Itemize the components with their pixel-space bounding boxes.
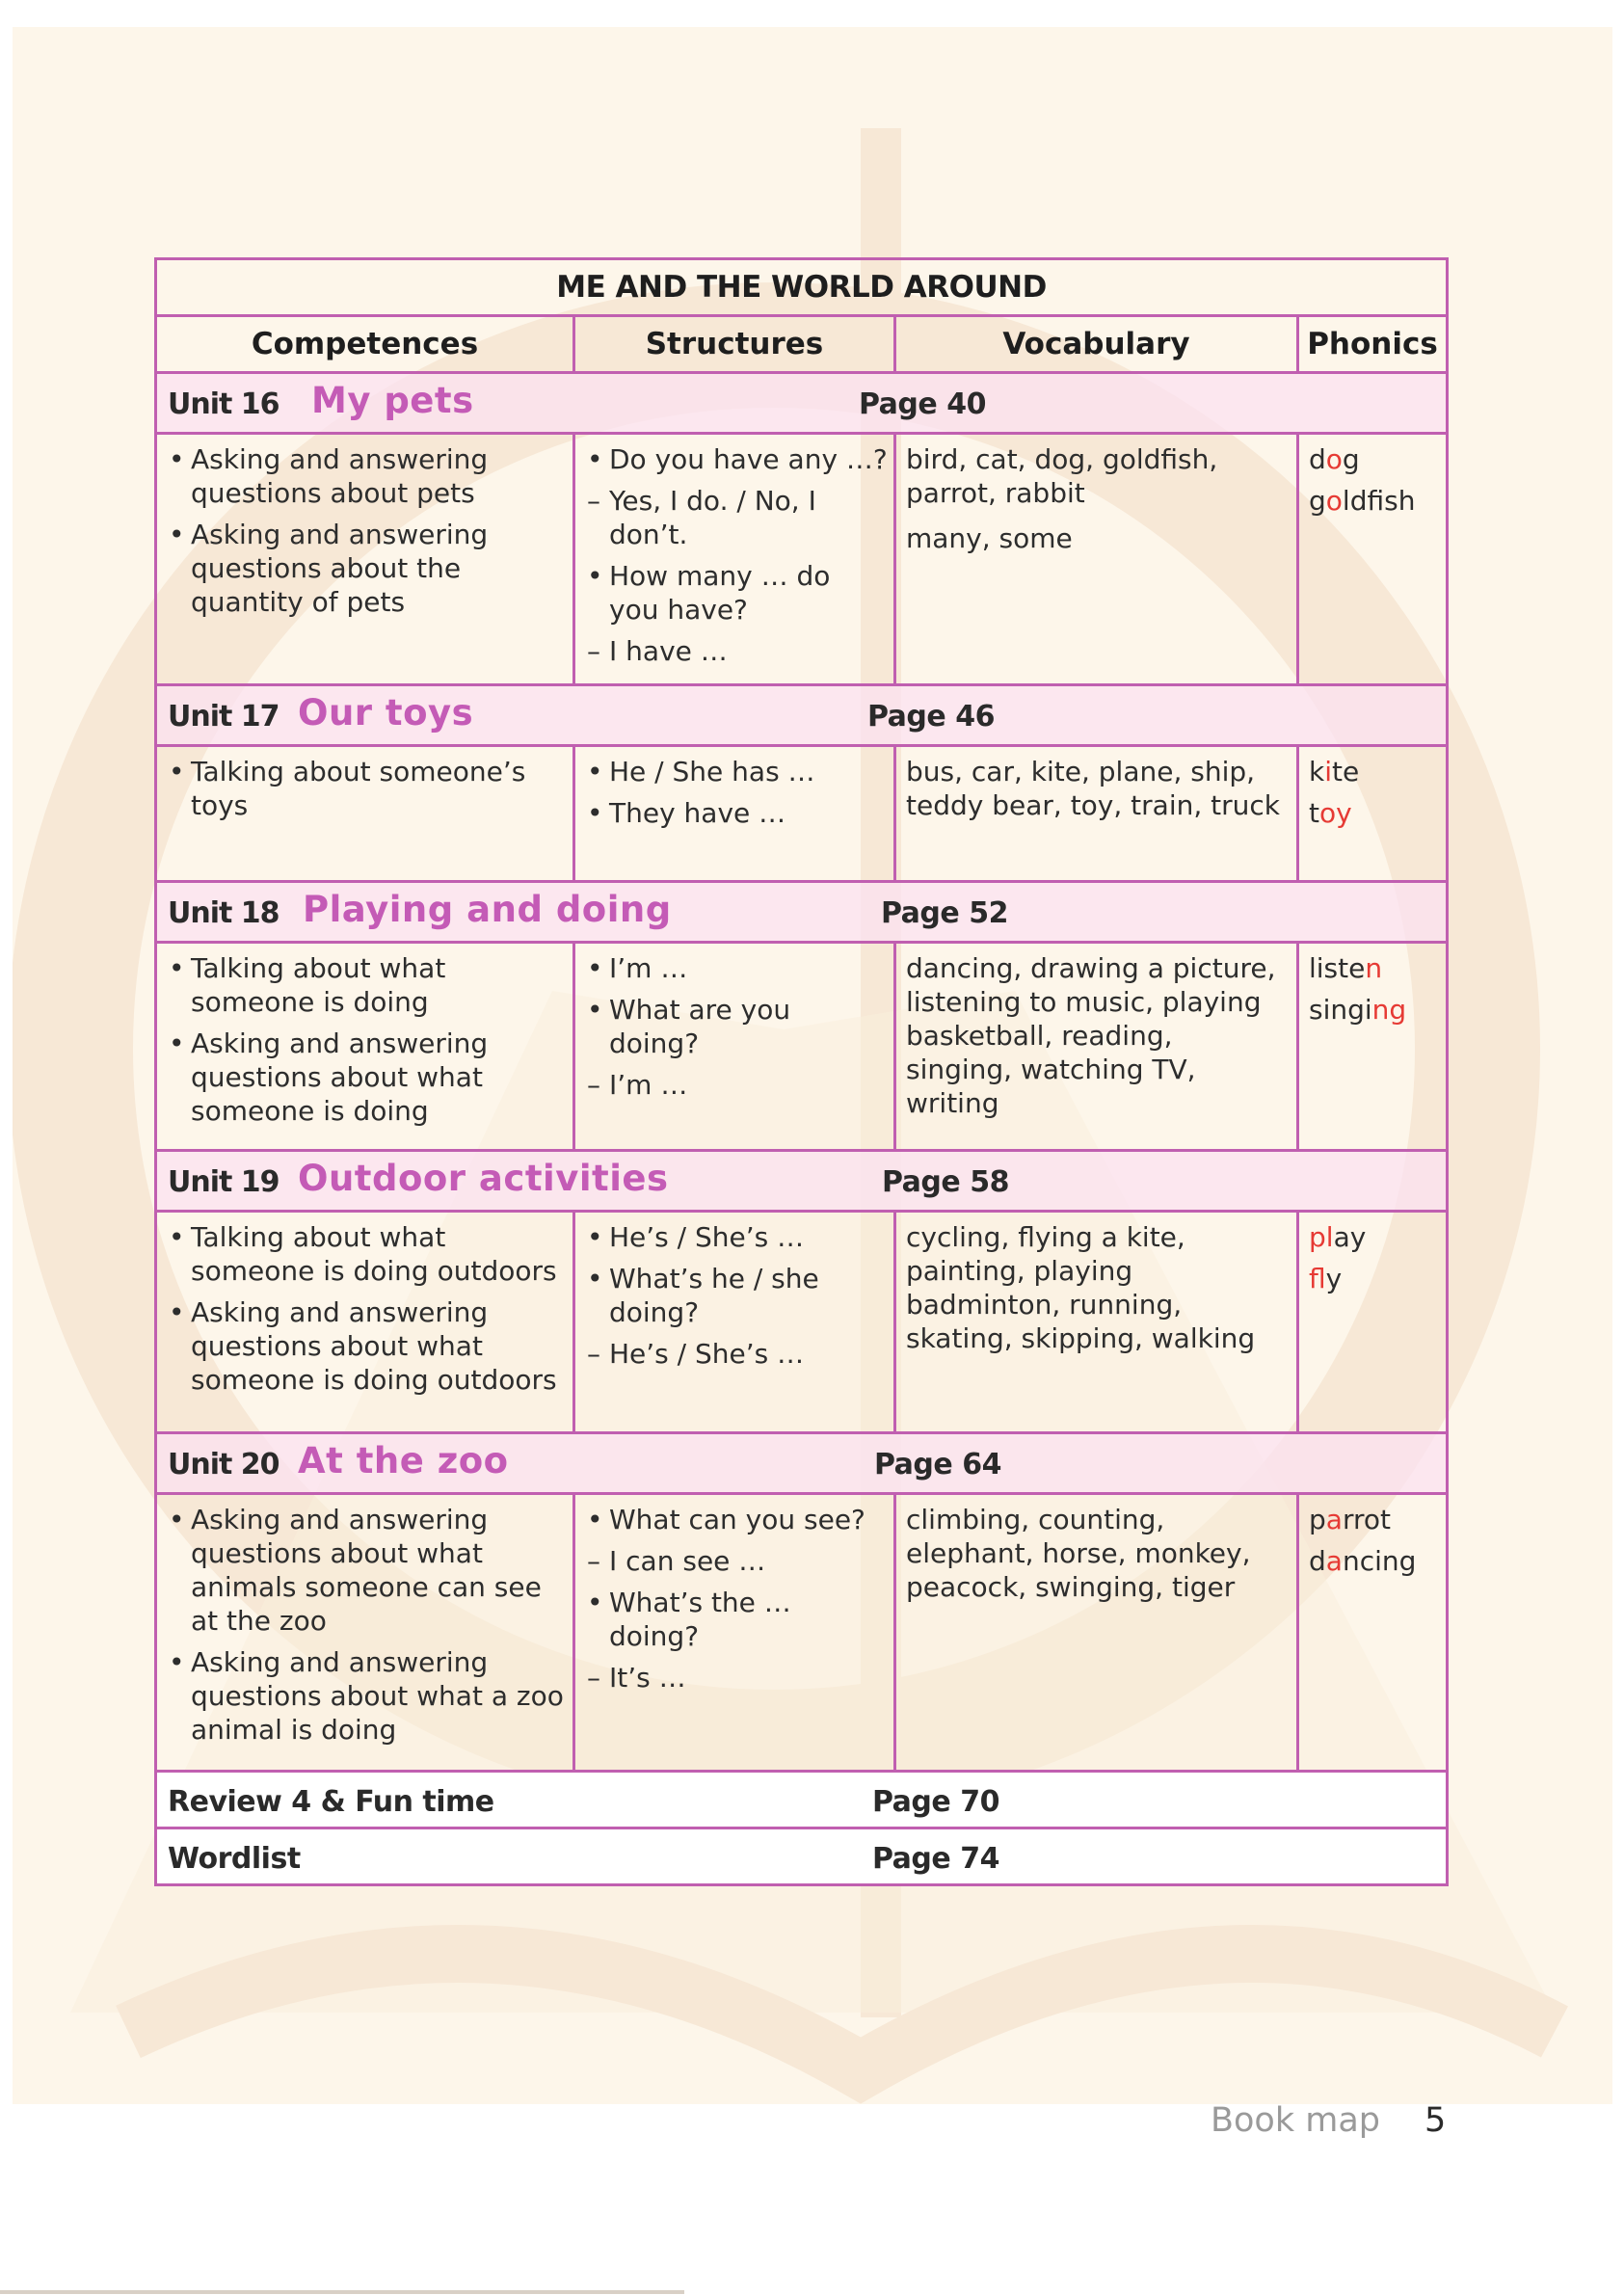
vocabulary-item: dancing, drawing a picture, listening to music, playing basketball, reading, singing, watching TV, writing [906, 952, 1276, 1119]
structures-list [575, 1495, 893, 1710]
header-competences: Competences [156, 316, 574, 373]
structure-item: • He / She has … [585, 755, 888, 788]
book-map-table [154, 257, 1449, 1886]
vocabulary-list [896, 1495, 1296, 1623]
unit-header-cell [156, 685, 1448, 746]
competences-cell [156, 1494, 574, 1772]
units-body [156, 373, 1448, 1772]
wordlist-row [156, 1828, 1448, 1885]
book-map-table-container [154, 257, 1446, 1886]
structures-list [575, 944, 893, 1117]
unit-title: Outdoor activities [298, 1158, 669, 1199]
structures-cell [574, 943, 895, 1151]
phonics-prefix: p [1309, 1504, 1326, 1535]
wordlist-label: Wordlist [168, 1842, 301, 1876]
phonics-prefix: d [1309, 1545, 1326, 1577]
phonics-suffix: rrot [1342, 1504, 1391, 1535]
structure-item: • What are you doing? [585, 993, 888, 1060]
structures-cell [574, 1494, 895, 1772]
competences-list [157, 435, 572, 634]
phonics-suffix: te [1332, 756, 1360, 787]
unit-header-row [156, 685, 1448, 746]
structure-item: • I’m … [585, 951, 888, 985]
phonics-list [1299, 1213, 1446, 1311]
unit-content-row [156, 1494, 1448, 1772]
phonics-highlight: o [1325, 485, 1343, 517]
phonics-highlight: pl [1309, 1221, 1334, 1253]
header-structures: Structures [574, 316, 895, 373]
competence-item: • Asking and answering questions about what a zoo animal is doing [167, 1645, 567, 1747]
unit-header-cell [156, 1433, 1448, 1494]
unit-title: Our toys [298, 692, 474, 734]
table-title: ME AND THE WORLD AROUND [156, 259, 1448, 316]
vocabulary-list [896, 1213, 1296, 1374]
phonics-prefix: singi [1309, 994, 1372, 1026]
competences-cell [156, 943, 574, 1151]
unit-header-line [157, 1152, 1446, 1210]
vocabulary-list [896, 747, 1296, 841]
unit-number: Unit 20 [168, 1448, 280, 1481]
vocabulary-item: cycling, flying a kite, painting, playing badminton, running, skating, skipping, walking [906, 1221, 1256, 1354]
header-phonics: Phonics [1298, 316, 1448, 373]
competences-cell [156, 434, 574, 685]
phonics-suffix: g [1342, 443, 1360, 475]
review-label: Review 4 & Fun time [168, 1785, 494, 1819]
phonics-cell [1298, 1494, 1448, 1772]
phonics-cell [1298, 746, 1448, 882]
structure-item: – I have … [585, 634, 888, 668]
vocabulary-item: many, some [906, 522, 1073, 554]
unit-title: At the zoo [298, 1440, 509, 1481]
competences-list [157, 747, 572, 838]
wordlist-page: Page 74 [872, 1842, 999, 1876]
unit-page: Page 52 [881, 896, 1008, 930]
phonics-prefix: t [1309, 797, 1319, 829]
unit-header-cell [156, 1151, 1448, 1212]
phonics-highlight: a [1325, 1545, 1343, 1577]
vocabulary-cell [895, 943, 1298, 1151]
phonics-highlight: n [1365, 952, 1383, 984]
vocabulary-list [896, 435, 1296, 574]
unit-page: Page 64 [874, 1448, 1001, 1481]
unit-content-row [156, 1212, 1448, 1433]
unit-header-line [157, 374, 1446, 432]
vocabulary-cell [895, 1494, 1298, 1772]
competences-list [157, 1213, 572, 1412]
unit-header-row [156, 1151, 1448, 1212]
structure-item: • How many … do you have? [585, 559, 888, 627]
competence-item: • Asking and answering questions about what someone is doing outdoors [167, 1295, 567, 1397]
phonics-suffix: y [1325, 1263, 1343, 1294]
phonics-suffix: ay [1333, 1221, 1367, 1253]
phonics-cell [1298, 943, 1448, 1151]
unit-content-row [156, 746, 1448, 882]
vocabulary-list [896, 944, 1296, 1139]
phonics-suffix: ncing [1342, 1545, 1417, 1577]
page-number: 5 [1424, 2101, 1447, 2140]
unit-header-row [156, 373, 1448, 434]
phonics-cell [1298, 434, 1448, 685]
phonics-word [1309, 993, 1436, 1027]
unit-number: Unit 18 [168, 896, 280, 930]
section-label: Book map [1211, 2101, 1380, 2140]
phonics-prefix: d [1309, 443, 1326, 475]
phonics-prefix: liste [1309, 952, 1366, 984]
phonics-prefix: k [1309, 756, 1325, 787]
unit-title: Playing and doing [303, 889, 672, 930]
phonics-list [1299, 944, 1446, 1042]
competences-cell [156, 746, 574, 882]
structure-item: • Do you have any …? [585, 442, 888, 476]
phonics-list [1299, 435, 1446, 533]
phonics-word [1309, 484, 1436, 518]
phonics-word [1309, 1544, 1436, 1578]
phonics-word [1309, 796, 1436, 830]
structures-list [575, 747, 893, 845]
structures-list [575, 1213, 893, 1386]
phonics-highlight: oy [1318, 797, 1352, 829]
phonics-highlight: fl [1309, 1263, 1326, 1294]
phonics-highlight: i [1324, 756, 1332, 787]
competence-item: • Talking about what someone is doing [167, 951, 567, 1019]
phonics-word [1309, 1503, 1436, 1536]
vocabulary-item: bird, cat, dog, goldfish, parrot, rabbit [906, 443, 1218, 509]
structure-item: • They have … [585, 796, 888, 830]
unit-content-row [156, 434, 1448, 685]
structures-cell [574, 1212, 895, 1433]
unit-content-row [156, 943, 1448, 1151]
phonics-prefix: g [1309, 485, 1326, 517]
header-vocabulary: Vocabulary [895, 316, 1298, 373]
structures-list [575, 435, 893, 683]
unit-header-row [156, 882, 1448, 943]
structure-item: • What’s he / she doing? [585, 1262, 888, 1329]
competence-item: • Talking about what someone is doing outdoors [167, 1220, 567, 1288]
unit-page: Page 58 [882, 1165, 1009, 1199]
bottom-rule [0, 2290, 684, 2294]
competence-item: • Asking and answering questions about the quantity of pets [167, 518, 567, 619]
unit-page: Page 46 [867, 700, 995, 734]
phonics-highlight: o [1325, 443, 1343, 475]
phonics-suffix: ldfish [1342, 485, 1416, 517]
competence-item: • Asking and answering questions about what someone is doing [167, 1027, 567, 1128]
unit-number: Unit 16 [168, 387, 280, 421]
unit-header-line [157, 1434, 1446, 1492]
vocabulary-item: bus, car, kite, plane, ship, teddy bear, toy, train, truck [906, 756, 1280, 821]
unit-header-row [156, 1433, 1448, 1494]
competence-item: • Asking and answering questions about what animals someone can see at the zoo [167, 1503, 567, 1638]
phonics-word [1309, 1220, 1436, 1254]
vocabulary-cell [895, 1212, 1298, 1433]
unit-header-cell [156, 373, 1448, 434]
structure-item: • What can you see? [585, 1503, 888, 1536]
unit-number: Unit 17 [168, 700, 280, 734]
phonics-highlight: ng [1371, 994, 1407, 1026]
structure-item: – I can see … [585, 1544, 888, 1578]
phonics-word [1309, 442, 1436, 476]
competences-list [157, 1495, 572, 1762]
structure-item: – I’m … [585, 1068, 888, 1102]
unit-header-line [157, 686, 1446, 744]
review-row [156, 1772, 1448, 1828]
unit-title: My pets [311, 380, 474, 421]
phonics-word [1309, 1262, 1436, 1295]
competences-list [157, 944, 572, 1143]
competence-item: • Asking and answering questions about pets [167, 442, 567, 510]
structures-cell [574, 434, 895, 685]
vocabulary-item: climbing, counting, elephant, horse, monkey, peacock, swinging, tiger [906, 1504, 1251, 1603]
structure-item: • He’s / She’s … [585, 1220, 888, 1254]
unit-header-line [157, 883, 1446, 941]
competences-cell [156, 1212, 574, 1433]
structure-item: – Yes, I do. / No, I don’t. [585, 484, 888, 551]
phonics-highlight: a [1325, 1504, 1343, 1535]
structures-cell [574, 746, 895, 882]
phonics-list [1299, 747, 1446, 845]
unit-number: Unit 19 [168, 1165, 280, 1199]
structure-item: • What’s the … doing? [585, 1586, 888, 1653]
phonics-word [1309, 951, 1436, 985]
phonics-list [1299, 1495, 1446, 1593]
vocabulary-cell [895, 434, 1298, 685]
unit-page: Page 40 [859, 387, 986, 421]
structure-item: – He’s / She’s … [585, 1337, 888, 1371]
review-page: Page 70 [872, 1785, 999, 1819]
vocabulary-cell [895, 746, 1298, 882]
unit-header-cell [156, 882, 1448, 943]
phonics-word [1309, 755, 1436, 788]
structure-item: – It’s … [585, 1661, 888, 1695]
phonics-cell [1298, 1212, 1448, 1433]
competence-item: • Talking about someone’s toys [167, 755, 567, 822]
